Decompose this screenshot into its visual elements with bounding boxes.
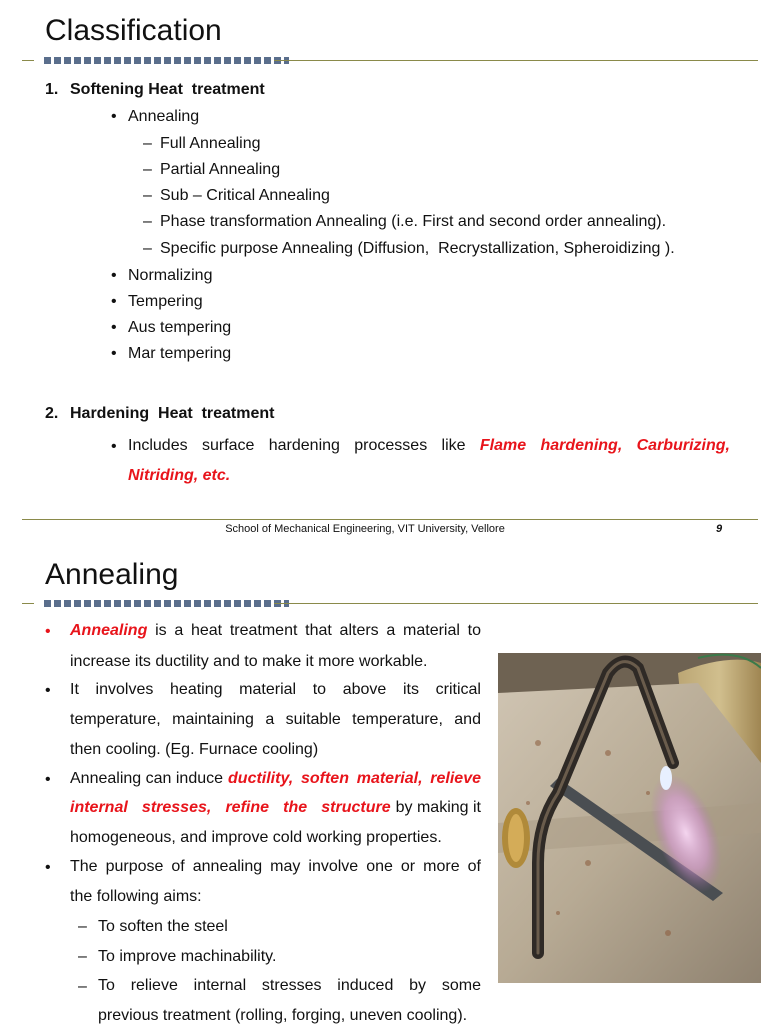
footer-text: School of Mechanical Engineering, VIT University, Vellore bbox=[225, 523, 505, 535]
paragraph-line: the following aims: bbox=[70, 888, 202, 905]
list-item: – Sub – Critical Annealing bbox=[143, 187, 330, 204]
list-item: • Aus tempering bbox=[111, 319, 232, 336]
justified-line: Includes surface hardening processes like Flame hardening, Carburizing, bbox=[128, 437, 730, 454]
paragraph-line: homogeneous, and improve cold working properties. bbox=[70, 829, 442, 846]
list-item: – Full Annealing bbox=[143, 135, 261, 152]
annealing-torch-photo bbox=[498, 653, 761, 983]
justified-line: To relieve internal stresses induced by some bbox=[98, 977, 481, 994]
slide-annealing bbox=[0, 540, 768, 1024]
paragraph-line: then cooling. (Eg. Furnace cooling) bbox=[70, 741, 319, 758]
page-number: 9 bbox=[716, 523, 723, 535]
list-item: – To soften the steel bbox=[78, 918, 228, 935]
title-divider bbox=[22, 600, 758, 608]
bullet-marker: – bbox=[78, 978, 87, 995]
paragraph-line: previous treatment (rolling, forging, uneven cooling). bbox=[98, 1007, 468, 1024]
justified-line: temperature, maintaining a suitable temperature, and bbox=[70, 711, 481, 728]
justified-line: Annealing is a heat treatment that alters a material to bbox=[70, 622, 481, 639]
list-item: – Phase transformation Annealing (i.e. First and second order annealing). bbox=[143, 213, 667, 230]
bullet-marker: • bbox=[45, 859, 51, 876]
slide-title: Annealing bbox=[45, 558, 179, 591]
bullet-marker: • bbox=[45, 623, 51, 640]
list-item: – Specific purpose Annealing (Diffusion, Recrystallization, Spheroidizing ). bbox=[143, 240, 675, 257]
justified-line: The purpose of annealing may involve one or more of bbox=[70, 858, 481, 875]
list-item: – To improve machinability. bbox=[78, 948, 277, 965]
bullet-marker: • bbox=[45, 682, 51, 699]
bullet-marker: • bbox=[111, 438, 117, 455]
justified-line: Annealing can induce ductility, soften material, relieve bbox=[70, 770, 481, 787]
justified-line: internal stresses, refine the structure by making it bbox=[70, 799, 481, 816]
section-1-heading: 1. Softening Heat treatment bbox=[45, 81, 265, 98]
bullet-marker: • bbox=[45, 771, 51, 788]
justified-line: It involves heating material to above its critical bbox=[70, 681, 481, 698]
title-divider bbox=[22, 57, 758, 65]
list-item: • Tempering bbox=[111, 293, 203, 310]
footer-divider bbox=[22, 519, 758, 520]
list-item: – Partial Annealing bbox=[143, 161, 281, 178]
slide-title: Classification bbox=[45, 14, 222, 47]
section-2-heading: 2. Hardening Heat treatment bbox=[45, 405, 275, 422]
list-item: • Annealing bbox=[111, 108, 200, 125]
highlighted-text: Nitriding, etc. bbox=[128, 467, 231, 484]
paragraph-line: increase its ductility and to make it more workable. bbox=[70, 653, 428, 670]
list-item: • Mar tempering bbox=[111, 345, 232, 362]
list-item: • Normalizing bbox=[111, 267, 213, 284]
